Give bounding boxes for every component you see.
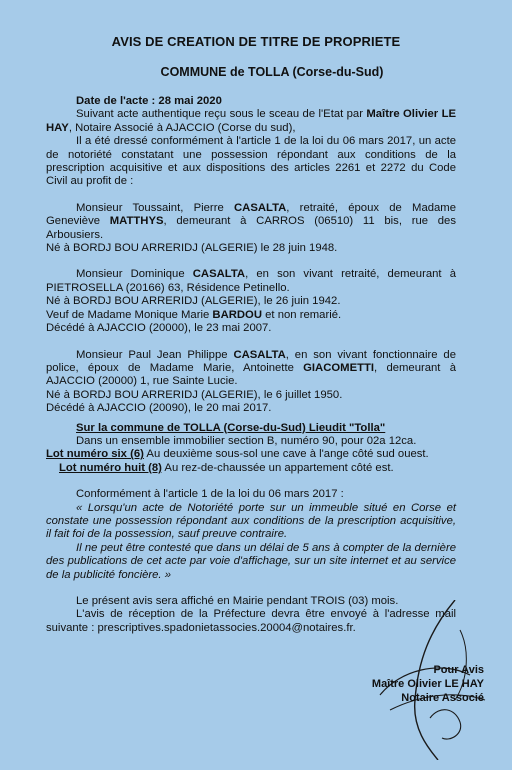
property-description: Dans un ensemble immobilier section B, numéro 90, pour 02a 12ca.: [76, 434, 417, 447]
property-location: Sur la commune de TOLLA (Corse-du-Sud) Lieudit "Tolla": [76, 421, 386, 434]
lot-eight: Lot numéro huit (8) Au rez-de-chaussée un appartement côté est.: [59, 461, 394, 474]
lot-six: Lot numéro six (6) Au deuxième sous-sol une cave à l'ange côté sud ouest.: [46, 448, 429, 461]
notice-subtitle: COMMUNE de TOLLA (Corse-du-Sud): [160, 65, 384, 79]
signature-pour-avis: Pour Avis: [433, 664, 484, 676]
deed-date: Date de l'acte : 28 mai 2020: [76, 95, 222, 107]
law-quote-1: « Lorsqu'un acte de Notoriété porte sur un immeuble situé en Corse et constate une possession répondant aux conditions de la prescription acquisitive, il fait foi de la possession, sauf preuve contraire.: [46, 501, 456, 541]
notice-body: [46, 95, 456, 635]
beneficiary-3: Monsieur Paul Jean Philippe CASALTA, en son vivant fonctionnaire de police, époux de Madame Marie, Antoinette GIACOMETTI, demeurant à AJACCIO (20000) 1, rue Sainte Lucie.: [46, 348, 456, 388]
beneficiary-1: Monsieur Toussaint, Pierre CASALTA, retraité, époux de Madame Geneviève MATTHYS, demeurant à CARROS (06510) 11 bis, rue des Arbousiers.: [46, 201, 457, 241]
beneficiary-2-birth: Né à BORDJ BOU ARRERIDJ (ALGERIE), le 26 juin 1942.: [46, 295, 341, 308]
law-intro: Conformément à l'article 1 de la loi du 06 mars 2017 :: [76, 488, 344, 501]
beneficiary-3-birth: Né à BORDJ BOU ARRERIDJ (ALGERIE), le 6 juillet 1950.: [46, 388, 343, 401]
signature-notary-title: Notaire Associé: [401, 692, 484, 704]
beneficiary-2-death: Décédé à AJACCIO (20000), le 23 mai 2007.: [46, 322, 272, 335]
beneficiary-2: Monsieur Dominique CASALTA, en son vivant retraité, demeurant à PIETROSELLA (20166) 63, Résidence Petinello.: [46, 268, 456, 294]
notice-title: AVIS DE CREATION DE TITRE DE PROPRIETE: [111, 34, 401, 49]
intro-paragraph: Suivant acte authentique reçu sous le sceau de l'Etat par Maître Olivier LE HAY, Notaire Associé à AJACCIO (Corse du sud),: [46, 108, 456, 134]
beneficiary-3-death: Décédé à AJACCIO (20090), le 20 mai 2017.: [46, 402, 272, 415]
beneficiary-2-widower: Veuf de Madame Monique Marie BARDOU et non remarié.: [46, 308, 342, 321]
intro-paragraph-2: Il a été dressé conformément à l'article 1 de la loi du 06 mars 2017, un acte de notoriété constatant une possession répondant aux conditions de la prescription acquisitive et aux dispositions des articles 2261 et 2272 du Code Civil au profit de :: [46, 135, 456, 188]
reception-notice: L'avis de réception de la Préfecture devra être envoyé à l'adresse mail suivante : prescriptives.spadonietassocies.20004@notaires.fr.: [46, 608, 456, 634]
signature-block: [324, 663, 484, 705]
posting-notice: Le présent avis sera affiché en Mairie pendant TROIS (03) mois.: [76, 595, 399, 607]
law-quote-2: Il ne peut être contesté que dans un délai de 5 ans à compter de la dernière des publications de cet acte par voie d'affichage, sur un site internet et au service de la publicité foncière. »: [46, 541, 456, 581]
beneficiary-1-birth: Né à BORDJ BOU ARRERIDJ (ALGERIE) le 28 juin 1948.: [46, 242, 338, 255]
signature-notary-name: Maître Olivier LE HAY: [371, 678, 484, 690]
